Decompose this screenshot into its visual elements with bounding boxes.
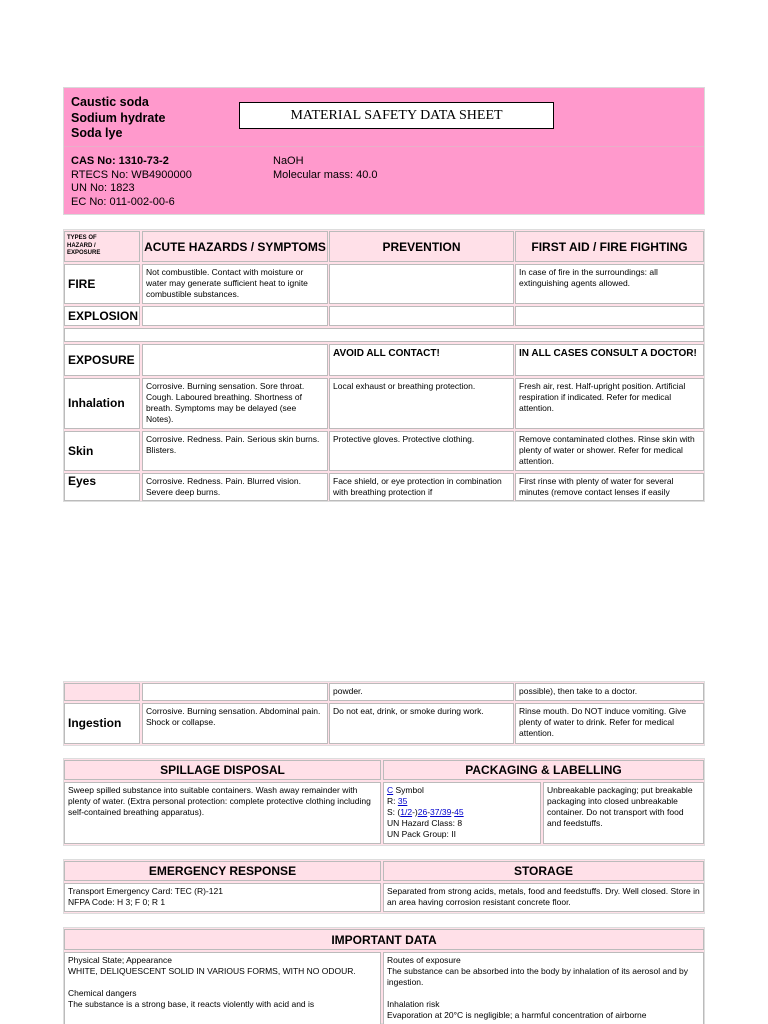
col-header-acute: ACUTE HAZARDS / SYMPTOMS [142,231,328,262]
eyes-cont-label [64,683,140,701]
un-pack-group: UN Pack Group: II [387,829,456,839]
row-label-explosion: EXPLOSION [64,306,140,326]
emergency-title: EMERGENCY RESPONSE [64,861,381,881]
fire-firstaid: In case of fire in the surroundings: all extinguishing agents allowed. [515,264,704,304]
s-phrase-link-3[interactable]: 37/39 [430,807,452,817]
fire-prevention [329,264,514,304]
ingestion-prevention: Do not eat, drink, or smoke during work. [329,703,514,744]
symbol-line [387,785,537,796]
important-right [383,952,704,1024]
chemical-dangers-text: The substance is a strong base, it reacts violently with acid and is [68,999,315,1009]
storage-text: Separated from strong acids, metals, food and feedstuffs. Dry. Well closed. Store in an area having corrosion resistant concrete floor. [383,883,704,912]
header-divider [64,146,704,147]
important-title: IMPORTANT DATA [64,929,704,950]
inhalation-risk-heading: Inhalation risk [387,999,440,1009]
identifiers [71,155,192,209]
nfpa-code: NFPA Code: H 3; F 0; R 1 [68,897,166,907]
s-phrase-line: S: (1/2-)26-37/39-45 [387,807,464,817]
eyes-prevention: Face shield, or eye protection in combination with breathing protection if [329,473,514,501]
symbol-text: Symbol [393,785,424,795]
important-left [64,952,381,1024]
exposure-firstaid: IN ALL CASES CONSULT A DOCTOR! [515,344,704,376]
eyes-acute: Corrosive. Redness. Pain. Blurred vision. Severe deep burns. [142,473,328,501]
inhalation-prevention: Local exhaust or breathing protection. [329,378,514,429]
sheet-title: MATERIAL SAFETY DATA SHEET [290,107,503,123]
s-phrase-link-1[interactable]: 1/2 [400,807,413,817]
eyes-cont-prevention: powder. [329,683,514,701]
routes-text: The substance can be absorbed into the body by inhalation of its aerosol and by ingestion. [387,966,689,987]
emergency-card: Transport Emergency Card: TEC (R)-121 [68,886,223,896]
name-2: Sodium hydrate [71,110,166,125]
emergency-text [64,883,381,912]
packaging-symbols [383,782,541,844]
r-phrase-link[interactable]: 35 [397,796,408,806]
spillage-title: SPILLAGE DISPOSAL [64,760,381,780]
s-phrase-link-4[interactable]: 45 [454,807,464,817]
spillage-text: Sweep spilled substance into suitable containers. Wash away remainder with plenty of water. (Extra personal protection: complete protective clothing including self-contained breathing apparatus). [64,782,381,844]
skin-acute: Corrosive. Redness. Pain. Serious skin burns. Blisters. [142,431,328,471]
packaging-text: Unbreakable packaging; put breakable packaging into closed unbreakable container. Do not transport with food and feedstuffs. [543,782,704,844]
formula: NaOH [273,155,304,167]
ec-number: EC No: 011-002-00-6 [71,195,175,208]
packaging-title: PACKAGING & LABELLING [383,760,704,780]
row-label-skin: Skin [64,431,140,471]
un-hazard-class: UN Hazard Class: 8 [387,818,463,828]
inhalation-firstaid: Fresh air, rest. Half-upright position. Artificial respiration if indicated. Refer for medical attention. [515,378,704,429]
skin-firstaid: Remove contaminated clothes. Rinse skin with plenty of water or shower. Refer for medical attention. [515,431,704,471]
chemical-names [71,95,165,142]
header-block [63,87,705,215]
sheet-title-box [239,102,554,129]
col-header-types: TYPES OF HAZARD / EXPOSURE [64,231,140,262]
inhalation-acute: Corrosive. Burning sensation. Sore throat. Cough. Laboured breathing. Shortness of breath. Symptoms may be delayed (see Notes). [142,378,328,429]
explosion-acute [142,306,328,326]
fire-acute: Not combustible. Contact with moisture or water may generate sufficient heat to ignite combustible substances. [142,264,328,304]
r-phrase-line: R: 35 [387,796,408,806]
row-label-exposure: EXPOSURE [64,344,140,376]
spacer-row [64,328,704,342]
eyes-cont-firstaid: possible), then take to a doctor. [515,683,704,701]
skin-prevention: Protective gloves. Protective clothing. [329,431,514,471]
explosion-firstaid [515,306,704,326]
un-number: UN No: 1823 [71,182,135,194]
physical-state-text: WHITE, DELIQUESCENT SOLID IN VARIOUS FORMS, WITH NO ODOUR. [68,966,356,976]
col-header-prevention: PREVENTION [329,231,514,262]
molecular-mass: Molecular mass: 40.0 [273,168,378,181]
col-header-firstaid: FIRST AID / FIRE FIGHTING [515,231,704,262]
physical-state-heading: Physical State; Appearance [68,955,172,965]
routes-heading: Routes of exposure [387,955,461,965]
ingestion-acute: Corrosive. Burning sensation. Abdominal pain. Shock or collapse. [142,703,328,744]
name-3: Soda lye [71,126,123,140]
row-label-inhalation: Inhalation [64,378,140,429]
exposure-prevention: AVOID ALL CONTACT! [329,344,514,376]
row-label-ingestion: Ingestion [64,703,140,744]
row-label-fire: FIRE [64,264,140,304]
explosion-prevention [329,306,514,326]
exposure-acute [142,344,328,376]
name-1: Caustic soda [71,95,149,109]
ingestion-firstaid: Rinse mouth. Do NOT induce vomiting. Give plenty of water to drink. Refer for medical attention. [515,703,704,744]
inhalation-risk-text: Evaporation at 20°C is negligible; a harmful concentration of airborne [387,1010,647,1020]
symbol-link[interactable]: C [387,785,394,795]
rtecs-number: RTECS No: WB4900000 [71,168,192,181]
s-phrase-link-2[interactable]: 26 [417,807,428,817]
chemical-dangers-heading: Chemical dangers [68,988,137,998]
formula-block [273,155,378,182]
cas-number: CAS No: 1310-73-2 [71,155,169,167]
eyes-cont-acute [142,683,328,701]
storage-title: STORAGE [383,861,704,881]
row-label-eyes: Eyes [64,473,140,501]
eyes-firstaid: First rinse with plenty of water for several minutes (remove contact lenses if easily [515,473,704,501]
